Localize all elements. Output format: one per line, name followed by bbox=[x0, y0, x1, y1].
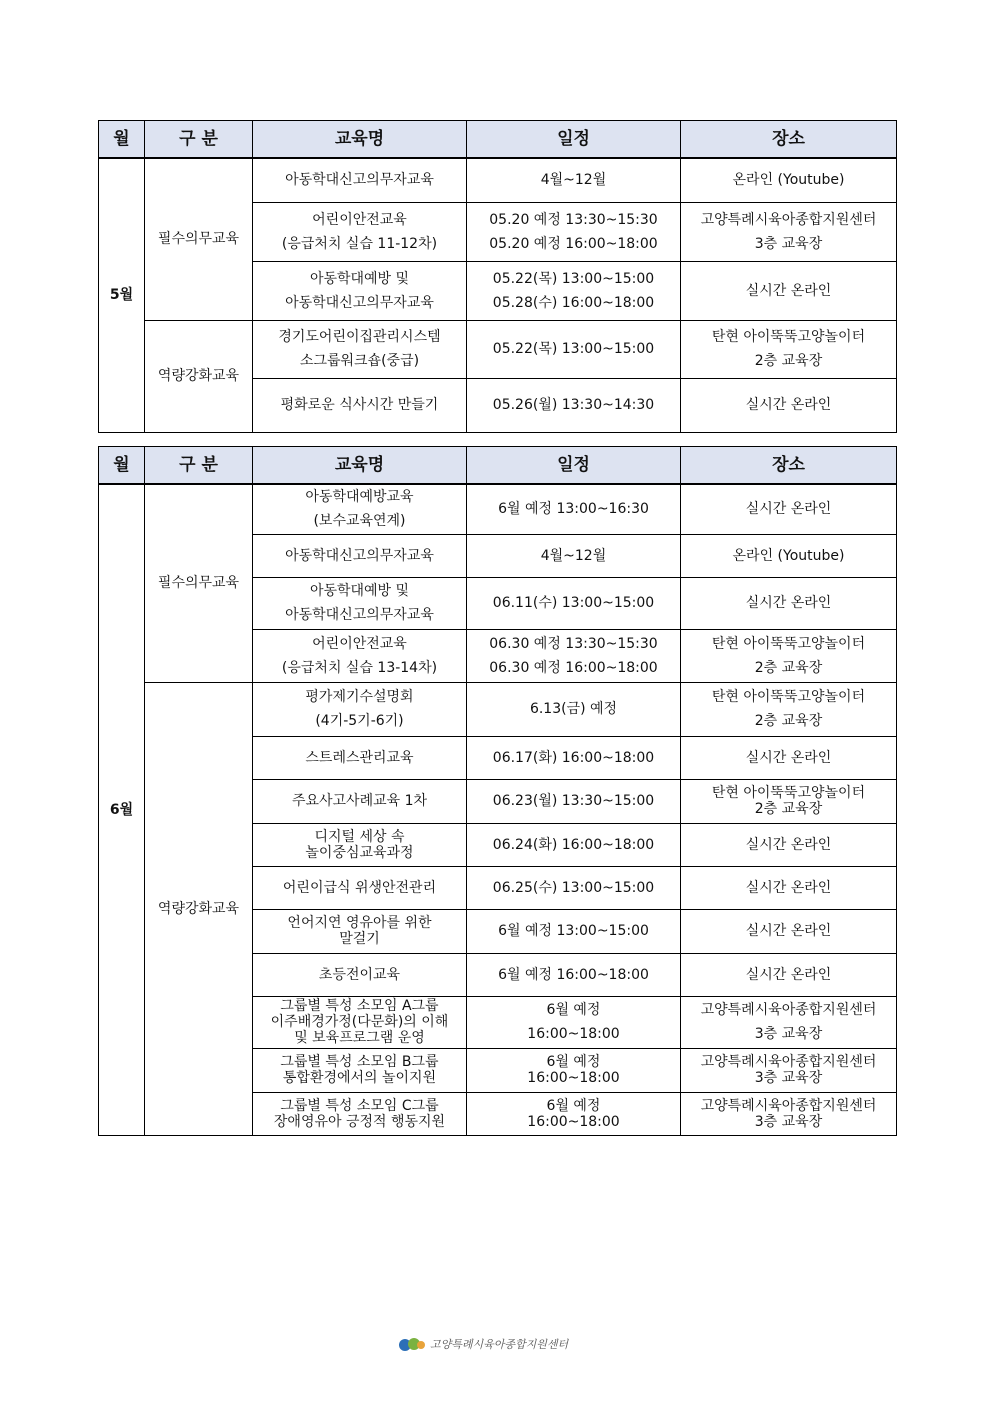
place-cell bbox=[681, 577, 897, 629]
cell-line: 06.11(수) 13:00~15:00 bbox=[492, 595, 655, 611]
place-cell bbox=[681, 996, 897, 1048]
cell-line: 3층 교육장 bbox=[754, 1070, 823, 1086]
place-cell bbox=[681, 202, 897, 261]
cell-line: 아동학대예방교육 bbox=[305, 489, 414, 506]
cell-line: 아동학대신고의무자교육 bbox=[285, 172, 434, 189]
place-cell bbox=[681, 158, 897, 202]
schedule-cell bbox=[467, 866, 681, 909]
course-name-cell bbox=[253, 261, 467, 320]
may-schedule-table bbox=[98, 120, 897, 433]
category-cell: 필수의무교육 bbox=[145, 484, 253, 682]
cell-line: 어린이안전교육 bbox=[312, 635, 407, 652]
place-cell bbox=[681, 736, 897, 779]
schedule-cell bbox=[467, 158, 681, 202]
month-cell: 6월 bbox=[99, 484, 145, 1135]
place-cell bbox=[681, 909, 897, 953]
cell-line: 05.28(수) 16:00~18:00 bbox=[492, 294, 655, 311]
cell-line: 실시간 온라인 bbox=[745, 923, 832, 939]
course-name-cell bbox=[253, 484, 467, 534]
header-place: 장소 bbox=[681, 447, 897, 485]
schedule-cell bbox=[467, 629, 681, 682]
cell-line: 6월 예정 bbox=[546, 1002, 601, 1018]
schedule-cell bbox=[467, 320, 681, 378]
schedule-cell bbox=[467, 1092, 681, 1135]
cell-line: 4월~12월 bbox=[540, 172, 607, 189]
header-month: 월 bbox=[99, 447, 145, 485]
cell-line: 어린이안전교육 bbox=[312, 211, 407, 228]
cell-line: 16:00~18:00 bbox=[527, 1113, 620, 1130]
course-name-cell bbox=[253, 202, 467, 261]
course-name-cell bbox=[253, 320, 467, 378]
cell-line: 실시간 온라인 bbox=[745, 836, 832, 853]
course-name-cell bbox=[253, 577, 467, 629]
place-cell bbox=[681, 1092, 897, 1135]
course-name-cell bbox=[253, 823, 467, 866]
cell-line: 아동학대예방 및 bbox=[309, 270, 410, 287]
cell-line: 6월 예정 bbox=[546, 1054, 601, 1070]
cell-line: 아동학대신고의무자교육 bbox=[285, 607, 434, 623]
course-name-cell bbox=[253, 866, 467, 909]
cell-line: 탄현 아이뚝뚝고양놀이터 bbox=[711, 635, 866, 652]
cell-line: 2층 교육장 bbox=[754, 801, 823, 817]
cell-line: 4월~12월 bbox=[540, 547, 607, 564]
schedule-cell bbox=[467, 996, 681, 1048]
cell-line: 고양특례시육아종합지원센터 bbox=[700, 1054, 877, 1070]
footer-logo bbox=[398, 1333, 574, 1355]
course-name-cell bbox=[253, 779, 467, 823]
cell-line: 아동학대신고의무자교육 bbox=[285, 294, 434, 311]
cell-line: 3층 교육장 bbox=[754, 1026, 823, 1042]
cell-line: 스트레스관리교육 bbox=[305, 749, 414, 766]
cell-line: 2층 교육장 bbox=[754, 713, 823, 729]
cell-line: 6월 예정 13:00~15:00 bbox=[498, 923, 649, 939]
cell-line: (보수교육연계) bbox=[313, 513, 406, 530]
cell-line: 6월 예정 16:00~18:00 bbox=[498, 966, 649, 983]
cell-line: 이주배경가정(다문화)의 이해 bbox=[270, 1014, 449, 1030]
cell-line: 고양특례시육아종합지원센터 bbox=[700, 211, 877, 228]
cell-line: 놀이중심교육과정 bbox=[305, 844, 414, 861]
course-name-cell bbox=[253, 909, 467, 953]
cell-line: 고양특례시육아종합지원센터 bbox=[700, 1097, 877, 1114]
table-row bbox=[99, 158, 897, 202]
center-logo-icon bbox=[398, 1335, 426, 1353]
cell-line: 실시간 온라인 bbox=[745, 501, 832, 518]
header-category: 구 분 bbox=[145, 121, 253, 159]
cell-line: 아동학대신고의무자교육 bbox=[285, 547, 434, 564]
header-course-name: 교육명 bbox=[253, 121, 467, 159]
course-name-cell bbox=[253, 158, 467, 202]
place-cell bbox=[681, 534, 897, 577]
schedule-cell bbox=[467, 736, 681, 779]
schedule-cell bbox=[467, 577, 681, 629]
cell-line: 그룹별 특성 소모임 C그룹 bbox=[280, 1097, 439, 1114]
place-cell bbox=[681, 261, 897, 320]
cell-line: 05.22(목) 13:00~15:00 bbox=[492, 341, 655, 357]
cell-line: 실시간 온라인 bbox=[745, 749, 832, 766]
cell-line: 탄현 아이뚝뚝고양놀이터 bbox=[711, 689, 866, 705]
table-row bbox=[99, 484, 897, 534]
place-cell bbox=[681, 866, 897, 909]
cell-line: 실시간 온라인 bbox=[745, 966, 832, 983]
schedule-cell bbox=[467, 261, 681, 320]
cell-line: 디지털 세상 속 bbox=[314, 828, 405, 845]
cell-line: 실시간 온라인 bbox=[745, 397, 832, 413]
table-row bbox=[99, 682, 897, 736]
month-cell: 5월 bbox=[99, 158, 145, 432]
cell-line: 실시간 온라인 bbox=[745, 282, 832, 299]
schedule-cell bbox=[467, 953, 681, 996]
schedule-cell bbox=[467, 484, 681, 534]
course-name-cell bbox=[253, 378, 467, 432]
cell-line: 3층 교육장 bbox=[754, 235, 823, 252]
category-cell: 필수의무교육 bbox=[145, 158, 253, 320]
cell-line: 실시간 온라인 bbox=[745, 879, 832, 896]
cell-line: 05.20 예정 13:30~15:30 bbox=[489, 211, 658, 228]
header-schedule: 일정 bbox=[467, 121, 681, 159]
cell-line: 2층 교육장 bbox=[754, 659, 823, 676]
cell-line: 및 보육프로그램 운영 bbox=[294, 1030, 425, 1046]
place-cell bbox=[681, 682, 897, 736]
header-course-name: 교육명 bbox=[253, 447, 467, 485]
course-name-cell bbox=[253, 1092, 467, 1135]
cell-line: 06.30 예정 13:30~15:30 bbox=[489, 635, 658, 652]
cell-line: 그룹별 특성 소모임 A그룹 bbox=[280, 998, 439, 1014]
cell-line: 2층 교육장 bbox=[754, 353, 823, 369]
place-cell bbox=[681, 953, 897, 996]
cell-line: 05.26(월) 13:30~14:30 bbox=[492, 397, 655, 413]
header-schedule: 일정 bbox=[467, 447, 681, 485]
cell-line: 6월 예정 bbox=[546, 1097, 601, 1114]
course-name-cell bbox=[253, 996, 467, 1048]
category-cell: 역량강화교육 bbox=[145, 682, 253, 1135]
cell-line: 평화로운 식사시간 만들기 bbox=[280, 397, 439, 413]
cell-line: 언어지연 영유아를 위한 bbox=[287, 915, 432, 931]
header-place: 장소 bbox=[681, 121, 897, 159]
footer-logo-text: 고양특례시육아종합지원센터 bbox=[430, 1338, 569, 1351]
cell-line: 06.30 예정 16:00~18:00 bbox=[489, 659, 658, 676]
june-schedule-table bbox=[98, 446, 897, 1136]
cell-line: 16:00~18:00 bbox=[527, 1070, 620, 1086]
cell-line: 그룹별 특성 소모임 B그룹 bbox=[280, 1054, 439, 1070]
course-name-cell bbox=[253, 1048, 467, 1092]
header-category: 구 분 bbox=[145, 447, 253, 485]
place-cell bbox=[681, 320, 897, 378]
course-name-cell bbox=[253, 629, 467, 682]
cell-line: 어린이급식 위생안전관리 bbox=[282, 879, 437, 896]
place-cell bbox=[681, 629, 897, 682]
cell-line: 주요사고사례교육 1차 bbox=[291, 793, 428, 809]
header-month: 월 bbox=[99, 121, 145, 159]
cell-line: 온라인 (Youtube) bbox=[732, 172, 845, 189]
cell-line: 장애영유아 긍정적 행동지원 bbox=[273, 1113, 446, 1130]
course-name-cell bbox=[253, 953, 467, 996]
cell-line: 아동학대예방 및 bbox=[309, 583, 410, 599]
cell-line: 3층 교육장 bbox=[754, 1113, 823, 1130]
cell-line: 평가제기수설명회 bbox=[305, 689, 414, 705]
cell-line: 말걸기 bbox=[339, 931, 380, 947]
cell-line: 온라인 (Youtube) bbox=[732, 547, 845, 564]
cell-line: 6월 예정 13:00~16:30 bbox=[498, 501, 649, 518]
cell-line: 06.17(화) 16:00~18:00 bbox=[492, 749, 655, 766]
place-cell bbox=[681, 823, 897, 866]
schedule-cell bbox=[467, 378, 681, 432]
cell-line: 16:00~18:00 bbox=[527, 1026, 620, 1042]
course-name-cell bbox=[253, 682, 467, 736]
cell-line: (응급처치 실습 13-14차) bbox=[281, 659, 438, 676]
schedule-cell bbox=[467, 823, 681, 866]
cell-line: 탄현 아이뚝뚝고양놀이터 bbox=[711, 329, 866, 345]
cell-line: (응급처치 실습 11-12차) bbox=[281, 235, 438, 252]
cell-line: 06.25(수) 13:00~15:00 bbox=[492, 879, 655, 896]
cell-line: 경기도어린이집관리시스템 bbox=[278, 329, 441, 345]
table-header-row bbox=[99, 121, 897, 159]
cell-line: 05.20 예정 16:00~18:00 bbox=[489, 235, 658, 252]
place-cell bbox=[681, 378, 897, 432]
schedule-cell bbox=[467, 779, 681, 823]
cell-line: 06.24(화) 16:00~18:00 bbox=[492, 836, 655, 853]
place-cell bbox=[681, 1048, 897, 1092]
cell-line: 실시간 온라인 bbox=[745, 595, 832, 611]
category-cell: 역량강화교육 bbox=[145, 320, 253, 432]
schedule-cell bbox=[467, 202, 681, 261]
cell-line: 고양특례시육아종합지원센터 bbox=[700, 1002, 877, 1018]
place-cell bbox=[681, 779, 897, 823]
course-name-cell bbox=[253, 736, 467, 779]
schedule-cell bbox=[467, 534, 681, 577]
course-name-cell bbox=[253, 534, 467, 577]
cell-line: 소그룹워크숍(중급) bbox=[299, 353, 420, 369]
cell-line: 탄현 아이뚝뚝고양놀이터 bbox=[711, 785, 866, 801]
cell-line: 초등전이교육 bbox=[318, 966, 401, 983]
cell-line: 6.13(금) 예정 bbox=[529, 701, 618, 717]
place-cell bbox=[681, 484, 897, 534]
cell-line: (4기-5기-6기) bbox=[315, 713, 404, 729]
table-row bbox=[99, 320, 897, 378]
table-header-row bbox=[99, 447, 897, 485]
cell-line: 06.23(월) 13:30~15:00 bbox=[492, 793, 655, 809]
schedule-cell bbox=[467, 682, 681, 736]
schedule-cell bbox=[467, 909, 681, 953]
cell-line: 통합환경에서의 놀이지원 bbox=[282, 1070, 437, 1086]
schedule-cell bbox=[467, 1048, 681, 1092]
cell-line: 05.22(목) 13:00~15:00 bbox=[492, 270, 655, 287]
